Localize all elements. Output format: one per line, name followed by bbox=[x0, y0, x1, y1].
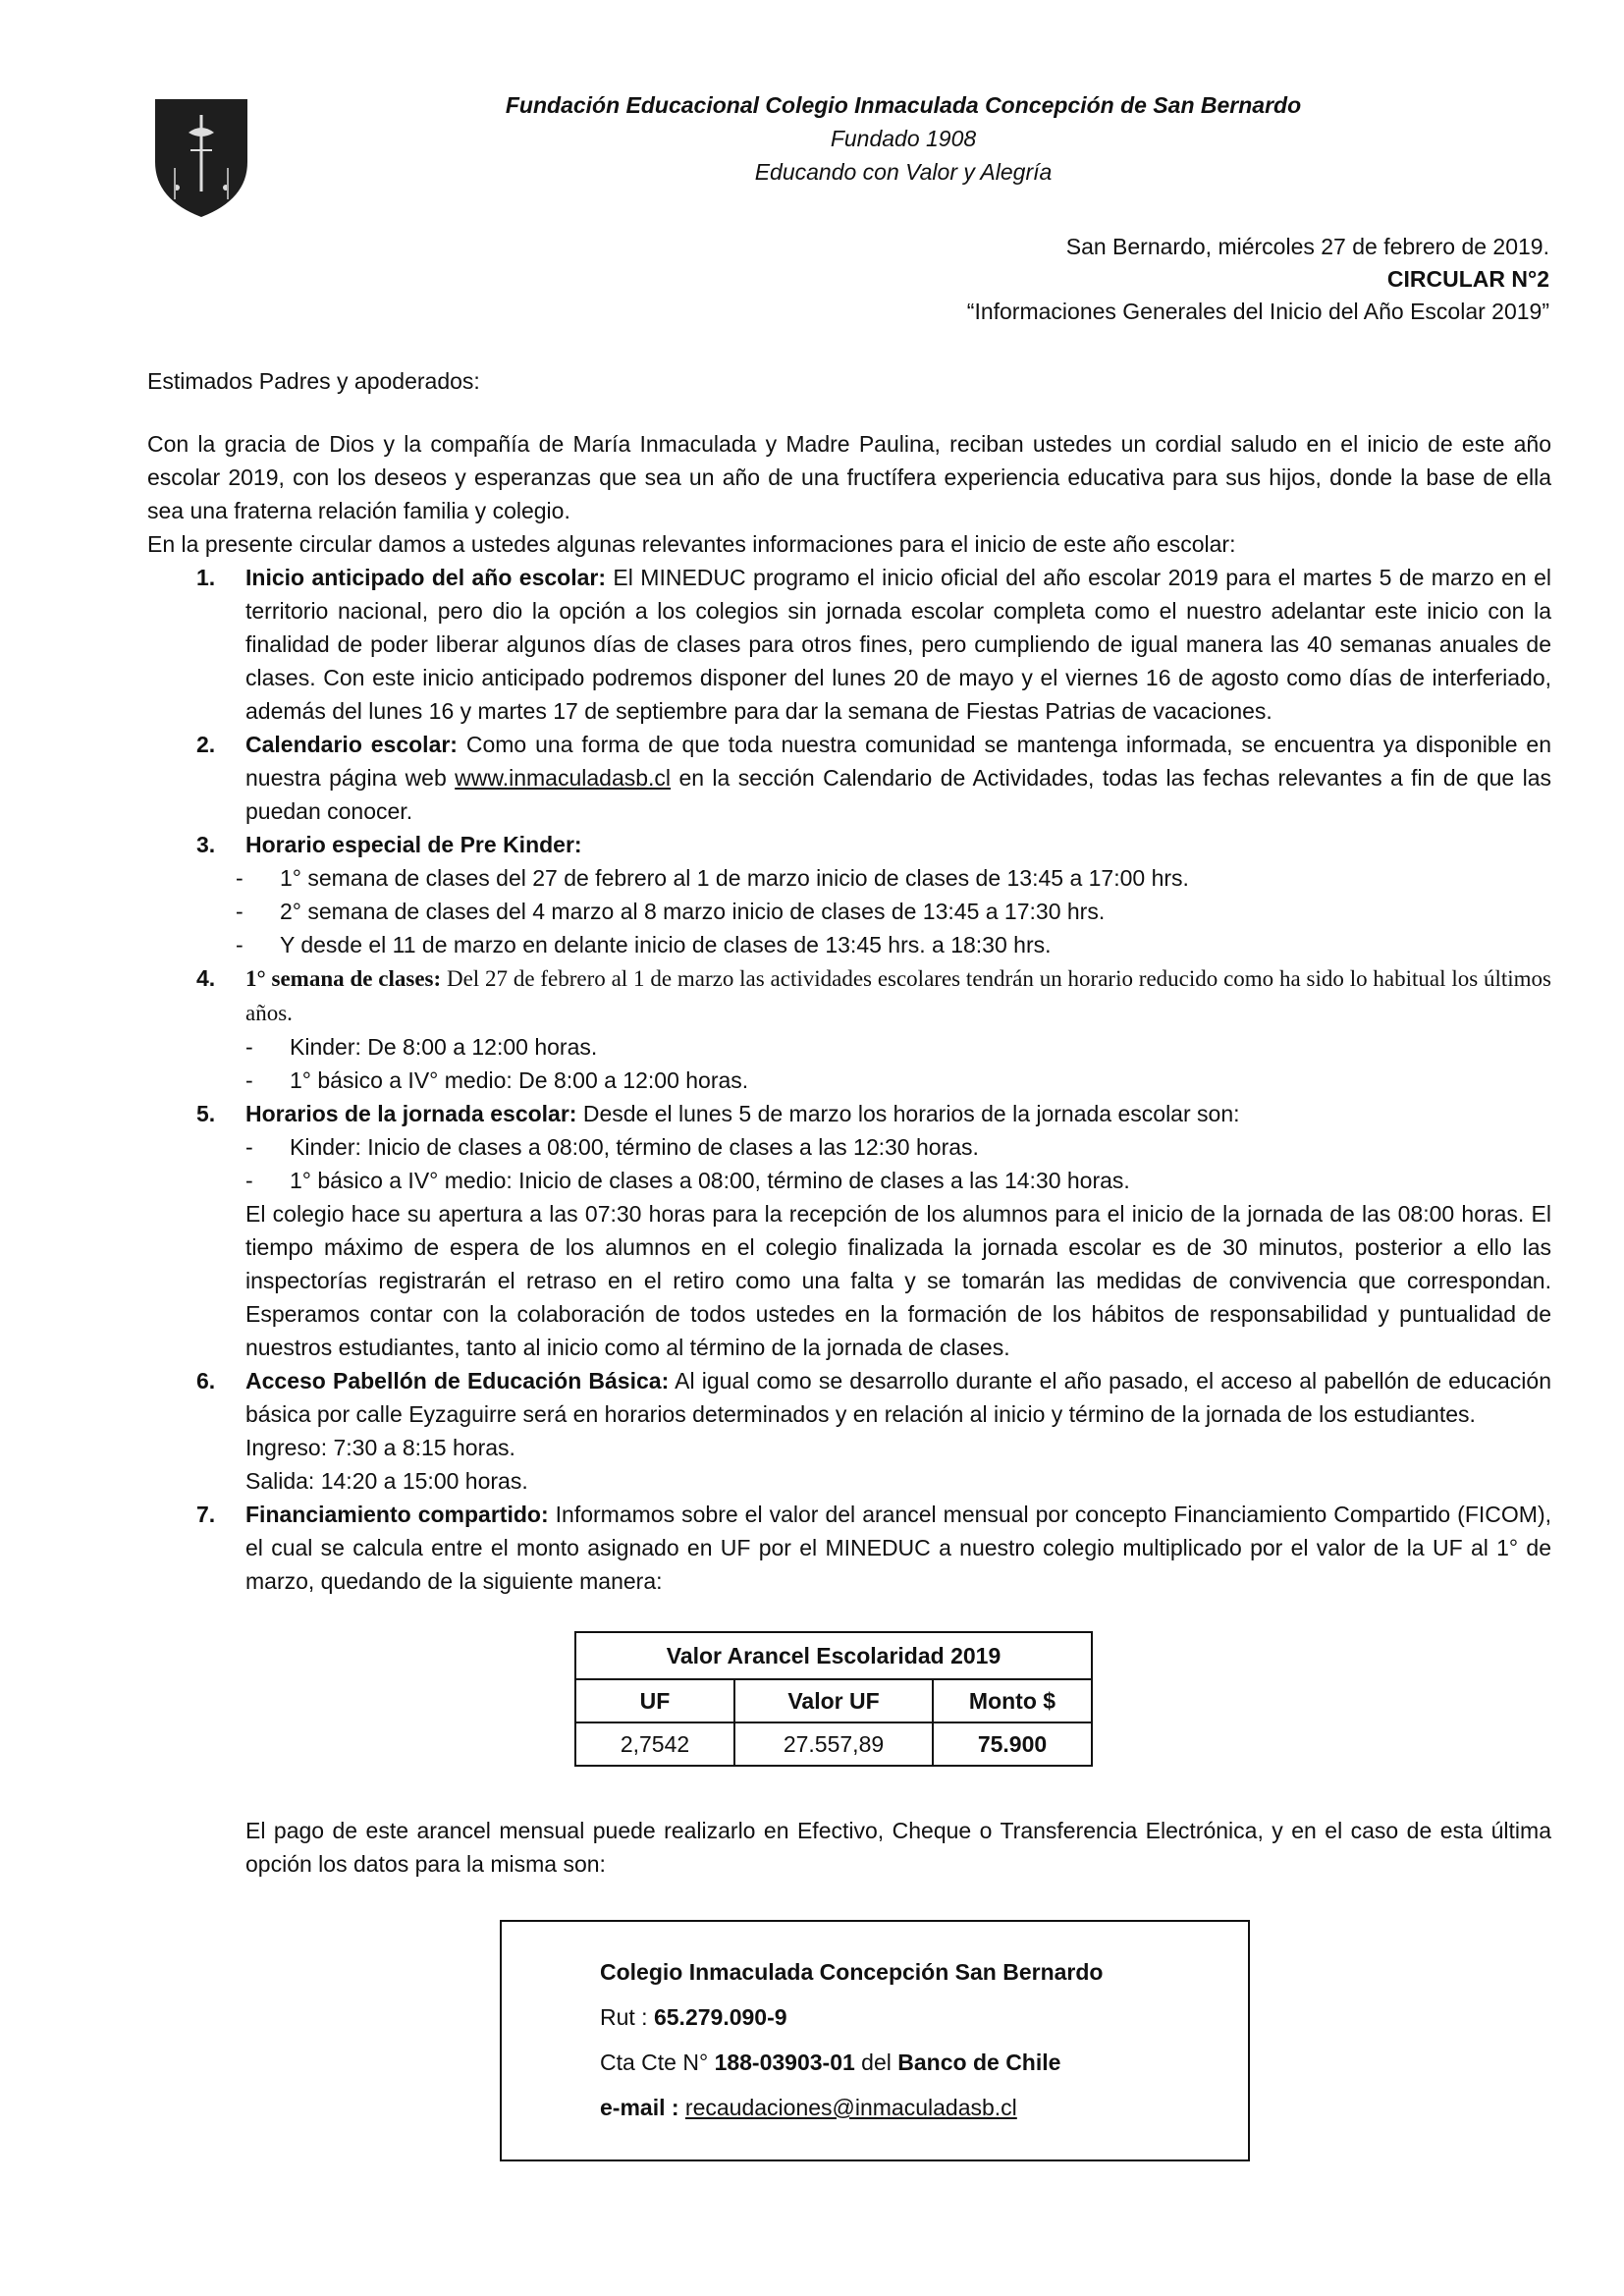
item-title: Inicio anticipado del año escolar: bbox=[245, 565, 607, 590]
bullet-item: - 1° básico a IV° medio: Inicio de clases a 08:00, término de clases a las 14:30 horas. bbox=[245, 1168, 1130, 1193]
item-number: 2. bbox=[196, 732, 216, 757]
list-item bbox=[147, 1097, 1551, 1364]
fee-table-caption: Valor Arancel Escolaridad 2019 bbox=[575, 1632, 1092, 1679]
fee-table-header: UF bbox=[575, 1679, 734, 1722]
bullet-item: - Kinder: Inicio de clases a 08:00, término de clases a las 12:30 horas. bbox=[245, 1134, 979, 1160]
list-item bbox=[147, 961, 1551, 1097]
bullet-text: 1° básico a IV° medio: De 8:00 a 12:00 horas. bbox=[290, 1067, 749, 1093]
item-number: 1. bbox=[196, 565, 216, 590]
item-text: Informamos sobre el valor del arancel mensual por concepto Financiamiento Compartido (FICOM), el cual se calcula entre el monto asignado en UF por el MINEDUC a nuestro colegio multiplicado por el valor de la UF al 1° de marzo, quedando de la siguiente manera: bbox=[245, 1502, 1551, 1594]
bullet-list bbox=[245, 1030, 1551, 1097]
bank-account-line bbox=[600, 2040, 1248, 2085]
item-text: Como una forma de que toda nuestra comunidad se mantenga informada, se encuentra ya disponible en nuestra página web bbox=[245, 732, 1552, 791]
rut-label: Rut : bbox=[600, 2004, 654, 2030]
letterhead bbox=[412, 88, 1394, 189]
item-number: 7. bbox=[196, 1502, 216, 1527]
bullet-list bbox=[236, 861, 1551, 961]
bullet-list bbox=[245, 1130, 1551, 1197]
circular-meta bbox=[967, 231, 1549, 328]
bullet-item: - 1° básico a IV° medio: De 8:00 a 12:00 horas. bbox=[245, 1067, 749, 1093]
bank-rut-line bbox=[600, 1995, 1248, 2040]
item-title: Financiamiento compartido: bbox=[245, 1502, 549, 1527]
item-text: Desde el lunes 5 de marzo los horarios de la jornada escolar son: bbox=[576, 1101, 1240, 1126]
rut-value: 65.279.090-9 bbox=[653, 2004, 787, 2030]
item-number: 4. bbox=[196, 965, 216, 991]
date-line: San Bernardo, miércoles 27 de febrero de 2019. bbox=[1065, 234, 1549, 259]
item-text: Del 27 de febrero al 1 de marzo las actividades escolares tendrán un horario reducido como ha sido lo habitual los últimos años. bbox=[245, 966, 1551, 1025]
bank-account-holder: Colegio Inmaculada Concepción San Bernardo bbox=[600, 1959, 1104, 1985]
fee-table-cell: 75.900 bbox=[933, 1722, 1092, 1766]
bullet-text: Kinder: De 8:00 a 12:00 horas. bbox=[290, 1034, 598, 1060]
item-text: en la sección Calendario de Actividades, todas las fechas relevantes a fin de que las puedan conocer. bbox=[245, 765, 1551, 824]
fee-table-header: Valor UF bbox=[734, 1679, 933, 1722]
website-link[interactable]: www.inmaculadasb.cl bbox=[455, 765, 672, 791]
payment-paragraph: El pago de este arancel mensual puede realizarlo en Efectivo, Cheque o Transferencia Electrónica, y en el caso de esta última opción los datos para la misma son: bbox=[245, 1818, 1551, 1877]
bank-email-line bbox=[600, 2085, 1248, 2130]
email-label: e-mail : bbox=[600, 2095, 685, 2120]
item-number: 5. bbox=[196, 1101, 216, 1126]
motto-line: Educando con Valor y Alegría bbox=[754, 159, 1053, 185]
item-number: 6. bbox=[196, 1368, 216, 1394]
bullet-text: 1° semana de clases del 27 de febrero al 1 de marzo inicio de clases de 13:45 a 17:00 hrs. bbox=[280, 865, 1189, 891]
circular-subject: “Informaciones Generales del Inicio del Año Escolar 2019” bbox=[966, 299, 1549, 324]
item-text: Al igual como se desarrollo durante el año pasado, el acceso al pabellón de educación básica por calle Eyzaguirre será en horarios determinados y en relación al inicio y término de la jornada de los estudiantes. bbox=[245, 1368, 1551, 1427]
bullet-item: - Kinder: De 8:00 a 12:00 horas. bbox=[245, 1034, 598, 1060]
item-paragraph: El colegio hace su apertura a las 07:30 horas para la recepción de los alumnos para el inicio de la jornada de las 08:00 horas. El tiempo máximo de espera de los alumnos en el colegio finalizada la jornada escolar es de 30 minutos, posterior a ello las inspectorías registrarán el retraso en el retiro como una falta y se tomarán las medidas de convivencia que correspondan. Esperamos contar con la colaboración de todos ustedes en la formación de los hábitos de responsabilidad y puntualidad de nuestros estudiantes, tanto al inicio como al término de la jornada de clases. bbox=[245, 1201, 1551, 1360]
email-link[interactable]: recaudaciones@inmaculadasb.cl bbox=[684, 2095, 1017, 2120]
account-number: 188-03903-01 bbox=[714, 2050, 855, 2075]
list-item bbox=[147, 828, 1551, 961]
fee-table-cell: 2,7542 bbox=[575, 1722, 734, 1766]
item-title: Horarios de la jornada escolar: bbox=[245, 1101, 577, 1126]
exit-time: Salida: 14:20 a 15:00 horas. bbox=[245, 1468, 528, 1494]
circular-body bbox=[147, 427, 1551, 2161]
fee-table bbox=[574, 1631, 1093, 1767]
item-text: El MINEDUC programo el inicio oficial del año escolar 2019 para el martes 5 de marzo en el territorio nacional, pero dio la opción a los colegios sin jornada escolar completa como el nuestro adelantar este inicio con la finalidad de poder liberar algunos días de clases para otros fines, pero cumpliendo de igual manera las 40 semanas anuales de clases. Con este inicio anticipado podremos disponer del lunes 20 de mayo y el viernes 16 de agosto como días de interferiado, además del lunes 16 y martes 17 de septiembre para dar la semana de Fiestas Patrias de vacaciones. bbox=[245, 565, 1552, 724]
greeting: Estimados Padres y apoderados: bbox=[147, 368, 480, 394]
bullet-text: Y desde el 11 de marzo en delante inicio de clases de 13:45 hrs. a 18:30 hrs. bbox=[280, 932, 1052, 957]
bank-name: Banco de Chile bbox=[897, 2050, 1061, 2075]
bullet-text: Kinder: Inicio de clases a 08:00, término de clases a las 12:30 horas. bbox=[290, 1134, 979, 1160]
account-connector: del bbox=[854, 2050, 898, 2075]
account-label: Cta Cte N° bbox=[600, 2050, 715, 2075]
circular-number: CIRCULAR N°2 bbox=[1386, 266, 1549, 292]
fee-table-header: Monto $ bbox=[933, 1679, 1092, 1722]
item-title: 1° semana de clases: bbox=[245, 966, 442, 991]
info-list bbox=[147, 561, 1551, 1598]
bullet-item: - 1° semana de clases del 27 de febrero al 1 de marzo inicio de clases de 13:45 a 17:00 hrs. bbox=[236, 865, 1189, 891]
school-crest-icon bbox=[147, 93, 255, 221]
founded-line: Fundado 1908 bbox=[830, 126, 977, 151]
bullet-item: - 2° semana de clases del 4 marzo al 8 marzo inicio de clases de 13:45 a 17:30 hrs. bbox=[236, 899, 1106, 924]
bullet-text: 2° semana de clases del 4 marzo al 8 marzo inicio de clases de 13:45 a 17:30 hrs. bbox=[280, 899, 1106, 924]
foundation-name: Fundación Educacional Colegio Inmaculada Concepción de San Bernardo bbox=[505, 92, 1302, 118]
entry-time: Ingreso: 7:30 a 8:15 horas. bbox=[245, 1435, 515, 1460]
item-title: Horario especial de Pre Kinder: bbox=[245, 832, 582, 857]
intro-paragraph-2: En la presente circular damos a ustedes algunas relevantes informaciones para el inicio de este año escolar: bbox=[147, 531, 1236, 557]
item-title: Calendario escolar: bbox=[245, 732, 458, 757]
list-item bbox=[147, 728, 1551, 828]
list-item bbox=[147, 561, 1551, 728]
bank-details-box bbox=[500, 1920, 1250, 2161]
bullet-item: - Y desde el 11 de marzo en delante inicio de clases de 13:45 hrs. a 18:30 hrs. bbox=[236, 932, 1052, 957]
intro-paragraph: Con la gracia de Dios y la compañía de María Inmaculada y Madre Paulina, reciban ustedes un cordial saludo en el inicio de este año escolar 2019, con los deseos y esperanzas que sea un año de una fructífera experiencia educativa para sus hijos, donde la base de ella sea una fraterna relación familia y colegio. bbox=[147, 431, 1551, 523]
fee-table-cell: 27.557,89 bbox=[734, 1722, 933, 1766]
table-row bbox=[575, 1722, 1092, 1766]
item-title: Acceso Pabellón de Educación Básica: bbox=[245, 1368, 670, 1394]
list-item bbox=[147, 1498, 1551, 1598]
item-number: 3. bbox=[196, 832, 216, 857]
list-item bbox=[147, 1364, 1551, 1498]
bullet-text: 1° básico a IV° medio: Inicio de clases a 08:00, término de clases a las 14:30 horas. bbox=[290, 1168, 1130, 1193]
